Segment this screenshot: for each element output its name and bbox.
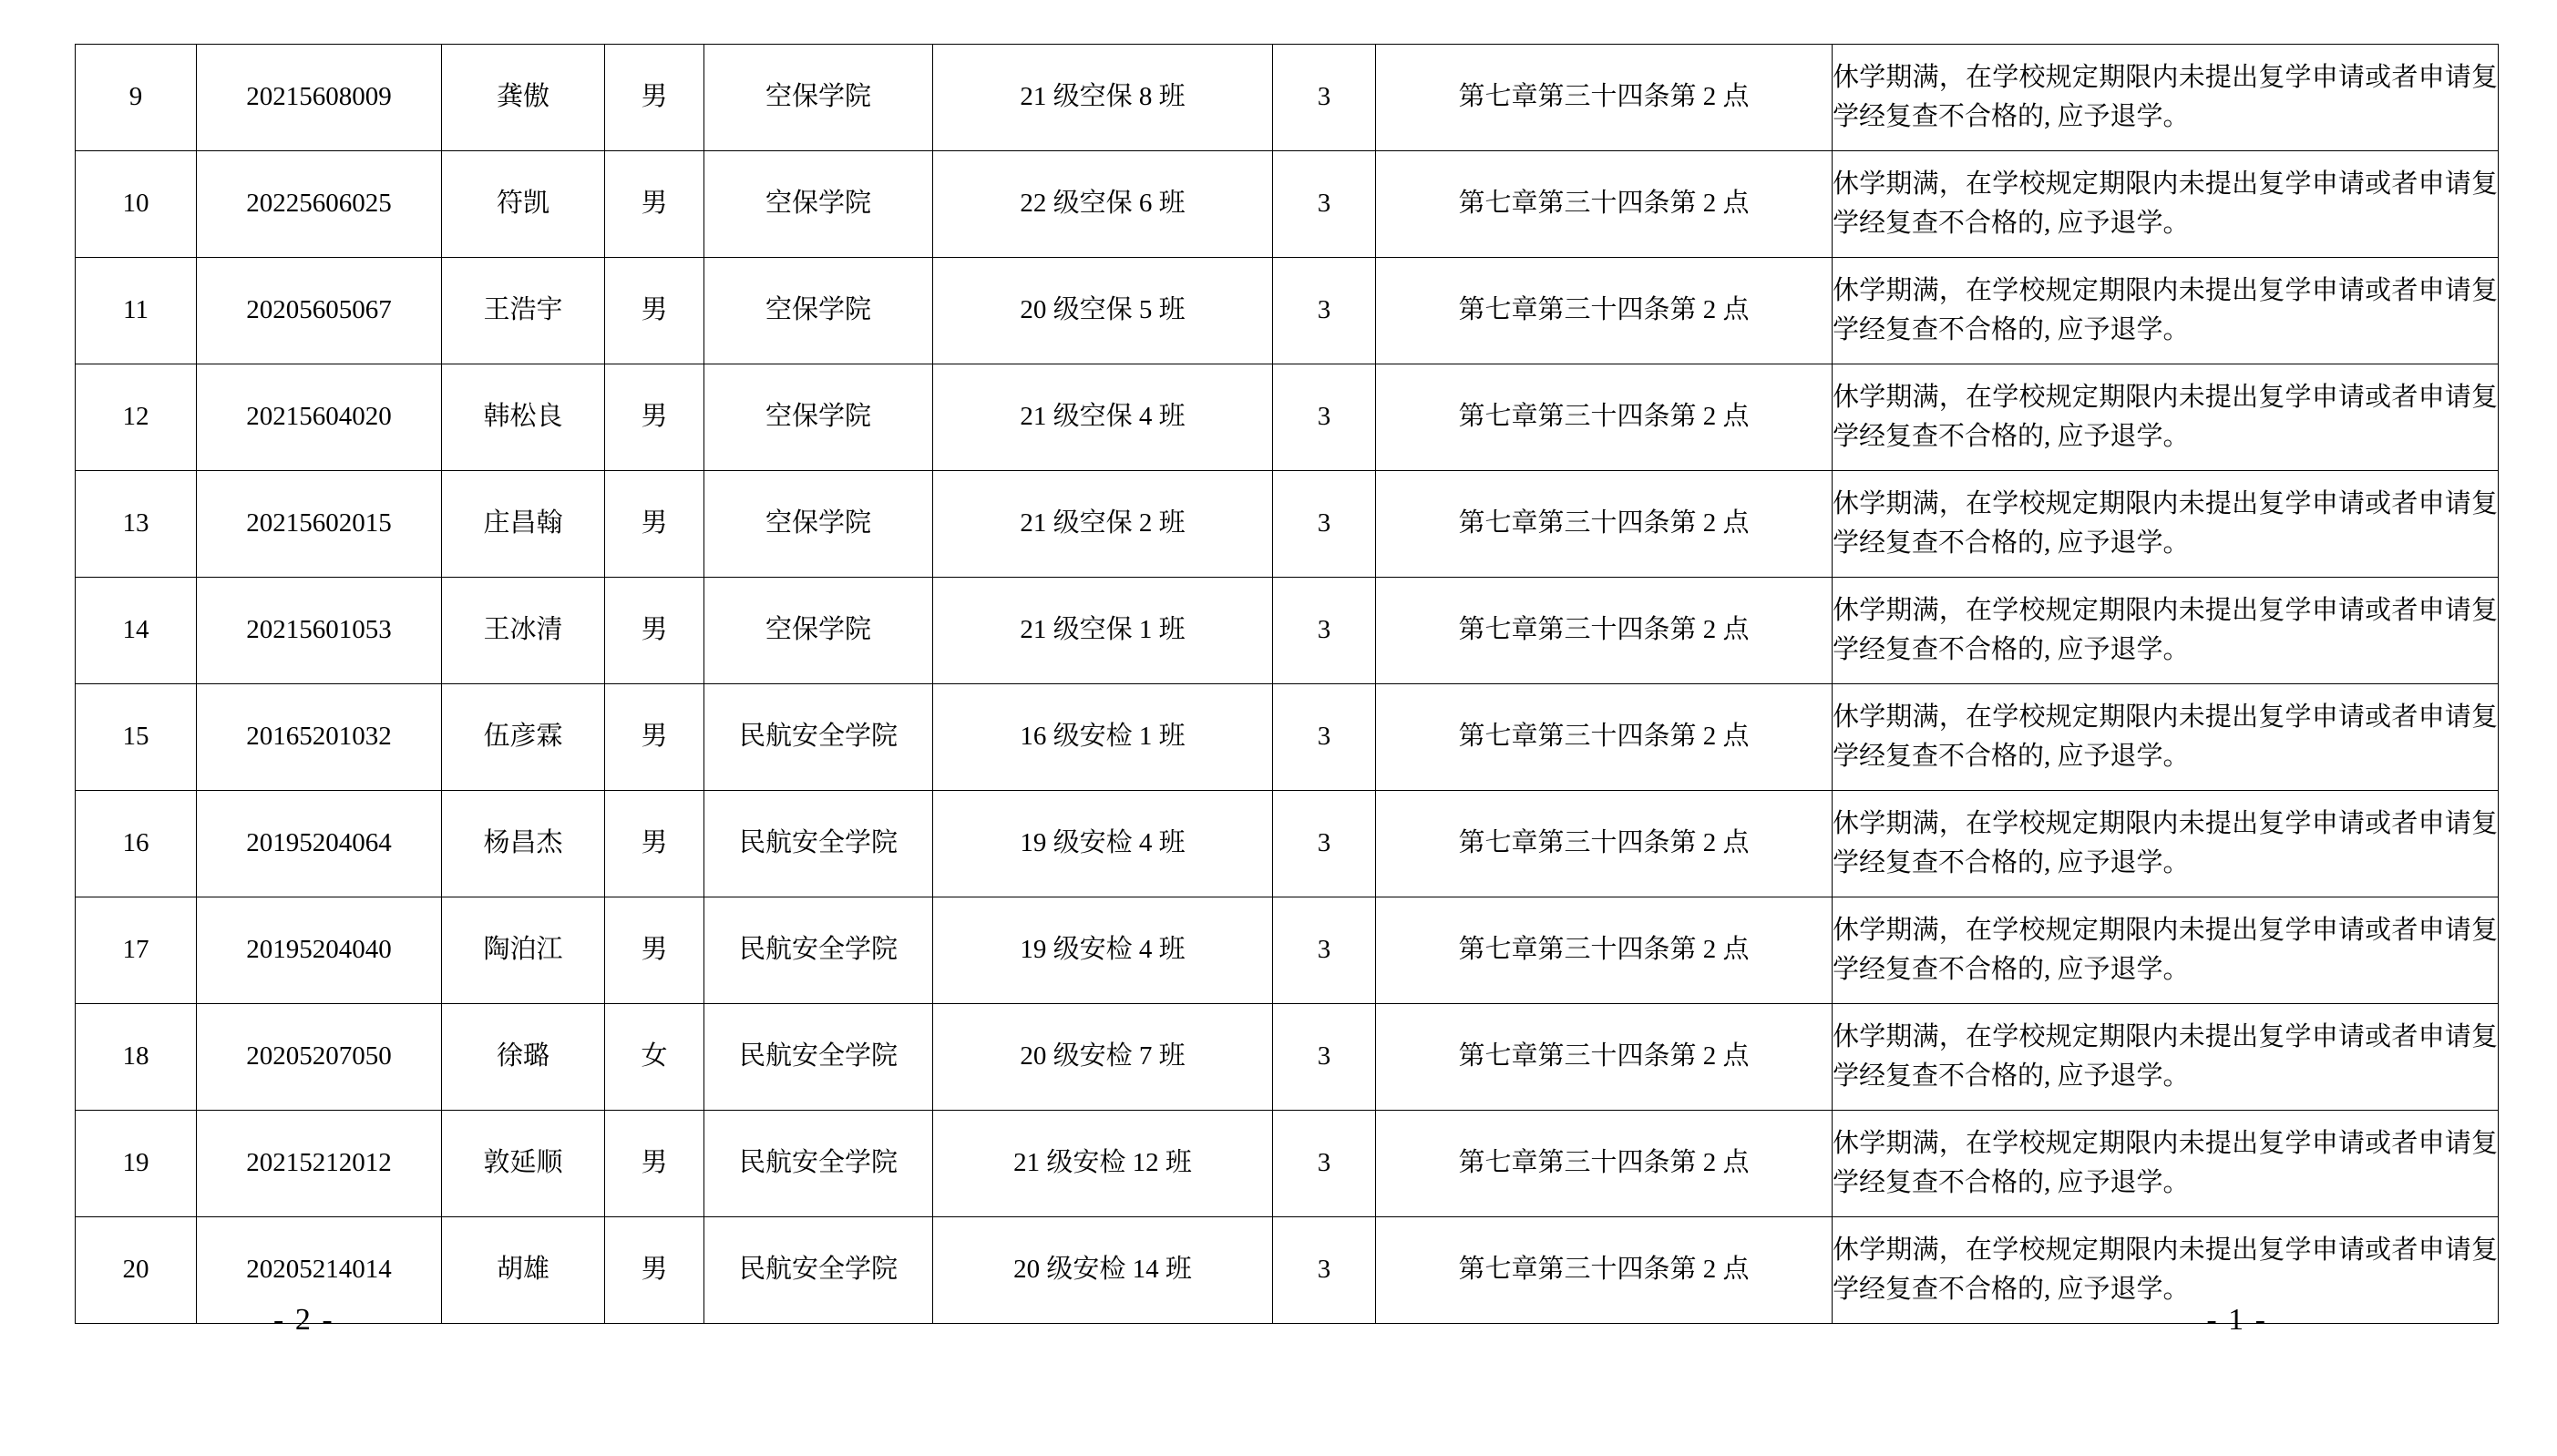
reason-text: 休学期满，在学校规定期限内未提出复学申请或者申请复学经复查不合格的, 应予退学。: [1833, 915, 2498, 984]
cell-name: 徐璐: [442, 1004, 605, 1111]
cell-name: 杨昌杰: [442, 791, 605, 897]
cell-student-id: 20215608009: [197, 45, 442, 151]
reason-text: 休学期满，在学校规定期限内未提出复学申请或者申请复学经复查不合格的, 应予退学。: [1833, 62, 2498, 131]
cell-college: 民航安全学院: [704, 1004, 933, 1111]
reason-text: 休学期满，在学校规定期限内未提出复学申请或者申请复学经复查不合格的, 应予退学。: [1833, 169, 2498, 238]
cell-class: 21 级空保 8 班: [933, 45, 1273, 151]
cell-gender: 男: [605, 791, 704, 897]
cell-grade: 3: [1273, 151, 1376, 258]
reason-text: 休学期满，在学校规定期限内未提出复学申请或者申请复学经复查不合格的, 应予退学。: [1833, 1128, 2498, 1197]
cell-grade: 3: [1273, 45, 1376, 151]
cell-reason: [1833, 45, 2499, 151]
table-row: [76, 471, 2499, 578]
cell-gender: 男: [605, 471, 704, 578]
cell-index: 20: [76, 1217, 197, 1324]
cell-student-id: 20215602015: [197, 471, 442, 578]
cell-grade: 3: [1273, 364, 1376, 471]
cell-reason: [1833, 791, 2499, 897]
cell-rule: 第七章第三十四条第 2 点: [1376, 364, 1833, 471]
cell-index: 15: [76, 684, 197, 791]
cell-index: 17: [76, 897, 197, 1004]
reason-text: 休学期满，在学校规定期限内未提出复学申请或者申请复学经复查不合格的, 应予退学。: [1833, 702, 2498, 771]
cell-student-id: 20215212012: [197, 1111, 442, 1217]
cell-rule: 第七章第三十四条第 2 点: [1376, 1111, 1833, 1217]
cell-class: 19 级安检 4 班: [933, 791, 1273, 897]
cell-gender: 男: [605, 45, 704, 151]
cell-gender: 男: [605, 1111, 704, 1217]
cell-class: 21 级安检 12 班: [933, 1111, 1273, 1217]
student-disposition-table: [75, 44, 2499, 1324]
cell-college: 民航安全学院: [704, 791, 933, 897]
cell-college: 民航安全学院: [704, 1111, 933, 1217]
cell-reason: [1833, 258, 2499, 364]
cell-index: 11: [76, 258, 197, 364]
cell-index: 9: [76, 45, 197, 151]
cell-class: 20 级安检 7 班: [933, 1004, 1273, 1111]
cell-grade: 3: [1273, 897, 1376, 1004]
reason-text: 休学期满，在学校规定期限内未提出复学申请或者申请复学经复查不合格的, 应予退学。: [1833, 275, 2498, 344]
cell-gender: 女: [605, 1004, 704, 1111]
cell-class: 16 级安检 1 班: [933, 684, 1273, 791]
cell-student-id: 20195204064: [197, 791, 442, 897]
page-footer: [0, 1303, 2557, 1367]
cell-name: 敦延顺: [442, 1111, 605, 1217]
cell-student-id: 20215604020: [197, 364, 442, 471]
cell-index: 13: [76, 471, 197, 578]
cell-reason: [1833, 364, 2499, 471]
cell-grade: 3: [1273, 1004, 1376, 1111]
cell-reason: [1833, 578, 2499, 684]
table-body: [76, 45, 2499, 1324]
cell-name: 符凯: [442, 151, 605, 258]
cell-rule: 第七章第三十四条第 2 点: [1376, 684, 1833, 791]
table-row: [76, 151, 2499, 258]
cell-student-id: 20205214014: [197, 1217, 442, 1324]
cell-rule: 第七章第三十四条第 2 点: [1376, 578, 1833, 684]
reason-text: 休学期满，在学校规定期限内未提出复学申请或者申请复学经复查不合格的, 应予退学。: [1833, 488, 2498, 558]
cell-reason: [1833, 471, 2499, 578]
reason-text: 休学期满，在学校规定期限内未提出复学申请或者申请复学经复查不合格的, 应予退学。: [1833, 808, 2498, 877]
cell-index: 18: [76, 1004, 197, 1111]
cell-student-id: 20195204040: [197, 897, 442, 1004]
page-number-right: - 1 -: [2206, 1303, 2267, 1337]
cell-grade: 3: [1273, 1111, 1376, 1217]
reason-text: 休学期满，在学校规定期限内未提出复学申请或者申请复学经复查不合格的, 应予退学。: [1833, 1235, 2498, 1304]
cell-gender: 男: [605, 364, 704, 471]
cell-name: 龚傲: [442, 45, 605, 151]
cell-grade: 3: [1273, 578, 1376, 684]
cell-gender: 男: [605, 897, 704, 1004]
table-row: [76, 791, 2499, 897]
cell-student-id: 20225606025: [197, 151, 442, 258]
cell-name: 王冰清: [442, 578, 605, 684]
cell-class: 20 级空保 5 班: [933, 258, 1273, 364]
cell-rule: 第七章第三十四条第 2 点: [1376, 45, 1833, 151]
table-row: [76, 1004, 2499, 1111]
cell-index: 16: [76, 791, 197, 897]
cell-college: 空保学院: [704, 364, 933, 471]
reason-text: 休学期满，在学校规定期限内未提出复学申请或者申请复学经复查不合格的, 应予退学。: [1833, 382, 2498, 451]
cell-name: 王浩宇: [442, 258, 605, 364]
cell-rule: 第七章第三十四条第 2 点: [1376, 151, 1833, 258]
cell-grade: 3: [1273, 791, 1376, 897]
cell-name: 庄昌翰: [442, 471, 605, 578]
table-row: [76, 364, 2499, 471]
cell-name: 伍彦霖: [442, 684, 605, 791]
cell-rule: 第七章第三十四条第 2 点: [1376, 897, 1833, 1004]
cell-gender: 男: [605, 258, 704, 364]
cell-reason: [1833, 684, 2499, 791]
table-row: [76, 684, 2499, 791]
student-table-container: [75, 44, 2498, 1324]
cell-gender: 男: [605, 1217, 704, 1324]
table-row: [76, 578, 2499, 684]
cell-reason: [1833, 1004, 2499, 1111]
cell-grade: 3: [1273, 258, 1376, 364]
cell-index: 12: [76, 364, 197, 471]
cell-reason: [1833, 897, 2499, 1004]
page-number-left: - 2 -: [273, 1303, 334, 1337]
cell-rule: 第七章第三十四条第 2 点: [1376, 258, 1833, 364]
cell-name: 胡雄: [442, 1217, 605, 1324]
reason-text: 休学期满，在学校规定期限内未提出复学申请或者申请复学经复查不合格的, 应予退学。: [1833, 595, 2498, 664]
cell-name: 陶泊江: [442, 897, 605, 1004]
cell-rule: 第七章第三十四条第 2 点: [1376, 1217, 1833, 1324]
table-row: [76, 897, 2499, 1004]
cell-class: 21 级空保 4 班: [933, 364, 1273, 471]
cell-college: 民航安全学院: [704, 1217, 933, 1324]
cell-class: 22 级空保 6 班: [933, 151, 1273, 258]
cell-class: 21 级空保 2 班: [933, 471, 1273, 578]
cell-college: 空保学院: [704, 578, 933, 684]
cell-grade: 3: [1273, 471, 1376, 578]
cell-reason: [1833, 151, 2499, 258]
cell-college: 空保学院: [704, 45, 933, 151]
cell-name: 韩松良: [442, 364, 605, 471]
cell-reason: [1833, 1111, 2499, 1217]
table-row: [76, 45, 2499, 151]
reason-text: 休学期满，在学校规定期限内未提出复学申请或者申请复学经复查不合格的, 应予退学。: [1833, 1021, 2498, 1091]
cell-student-id: 20205605067: [197, 258, 442, 364]
cell-gender: 男: [605, 684, 704, 791]
cell-grade: 3: [1273, 1217, 1376, 1324]
cell-college: 空保学院: [704, 258, 933, 364]
cell-class: 21 级空保 1 班: [933, 578, 1273, 684]
cell-rule: 第七章第三十四条第 2 点: [1376, 1004, 1833, 1111]
cell-college: 空保学院: [704, 151, 933, 258]
cell-rule: 第七章第三十四条第 2 点: [1376, 791, 1833, 897]
cell-index: 10: [76, 151, 197, 258]
cell-class: 20 级安检 14 班: [933, 1217, 1273, 1324]
cell-college: 空保学院: [704, 471, 933, 578]
cell-student-id: 20165201032: [197, 684, 442, 791]
cell-student-id: 20215601053: [197, 578, 442, 684]
cell-student-id: 20205207050: [197, 1004, 442, 1111]
cell-gender: 男: [605, 578, 704, 684]
cell-class: 19 级安检 4 班: [933, 897, 1273, 1004]
cell-grade: 3: [1273, 684, 1376, 791]
cell-college: 民航安全学院: [704, 684, 933, 791]
cell-gender: 男: [605, 151, 704, 258]
cell-index: 14: [76, 578, 197, 684]
cell-college: 民航安全学院: [704, 897, 933, 1004]
cell-index: 19: [76, 1111, 197, 1217]
cell-rule: 第七章第三十四条第 2 点: [1376, 471, 1833, 578]
table-row: [76, 1111, 2499, 1217]
table-row: [76, 258, 2499, 364]
